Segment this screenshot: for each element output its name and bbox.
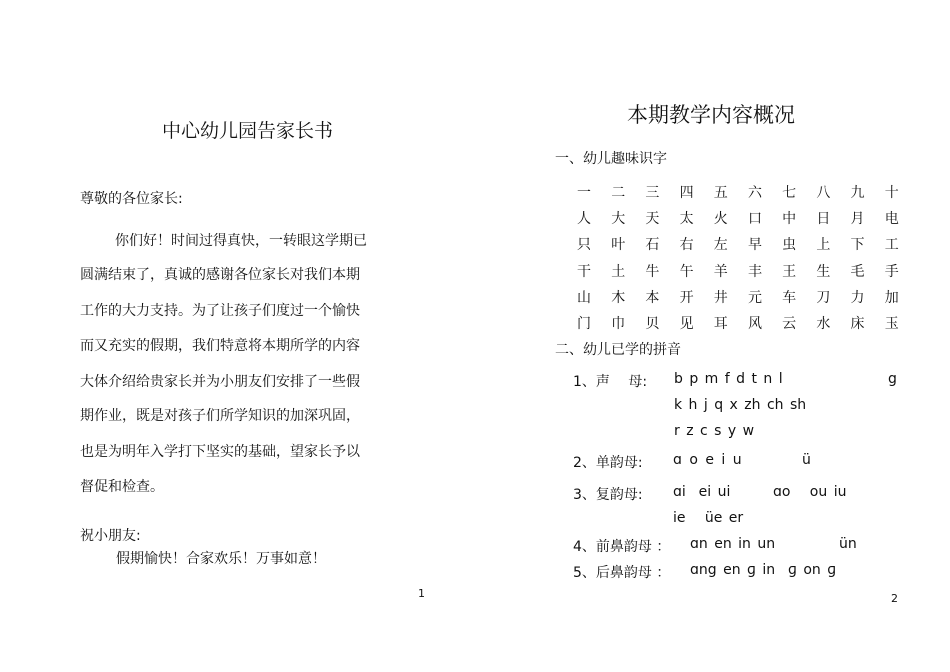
character-cell: 虫	[782, 237, 797, 254]
greeting: 尊敬的各位家长:	[80, 191, 183, 207]
shengmu-label: 1、声 母:	[573, 374, 648, 390]
body-line-1: 你们好！时间过得真快，一转眼这学期已	[115, 233, 367, 249]
character-cell: 午	[679, 263, 694, 280]
wish-line: 假期愉快！合家欢乐！万事如意！	[116, 551, 326, 567]
character-row	[577, 231, 919, 257]
character-cell: 干	[577, 263, 591, 280]
wish-label: 祝小朋友:	[80, 528, 141, 544]
page-number-left: 1	[418, 587, 425, 600]
character-cell: 天	[645, 211, 660, 228]
shengmu-g: g	[888, 371, 897, 387]
character-row	[577, 258, 919, 284]
letter-title: 中心幼儿园告家长书	[162, 120, 334, 142]
character-cell: 耳	[713, 316, 728, 333]
fuyun-line-1a: ɑi ei ui	[673, 484, 731, 500]
character-cell: 九	[850, 185, 865, 202]
character-cell: 石	[645, 237, 660, 254]
body-line-4: 而又充实的假期，我们特意将本期所学的内容	[80, 338, 360, 354]
body-line-3: 工作的大力支持。为了让孩子们度过一个愉快	[80, 303, 360, 319]
character-cell: 大	[611, 211, 626, 228]
character-cell: 四	[679, 185, 694, 202]
character-cell: 水	[816, 316, 831, 333]
character-cell: 早	[747, 237, 762, 254]
houbi-label: 5、后鼻韵母 ：	[573, 565, 671, 581]
character-cell: 力	[850, 289, 865, 306]
danyun-label: 2、单韵母:	[573, 455, 643, 471]
character-cell: 七	[782, 185, 797, 202]
character-cell: 贝	[645, 316, 660, 333]
character-cell: 六	[747, 185, 762, 202]
shengmu-line-2: k h j q x zh ch sh	[674, 397, 807, 413]
character-cell: 手	[884, 263, 899, 280]
character-cell: 井	[713, 289, 728, 306]
page-number-right: 2	[891, 592, 898, 605]
character-cell: 叶	[611, 237, 626, 254]
character-cell: 床	[850, 316, 865, 333]
character-cell: 日	[816, 211, 831, 228]
character-cell: 木	[611, 289, 626, 306]
section-literacy: 一、幼儿趣味识字	[555, 151, 667, 167]
danyun-v: ü	[802, 452, 811, 468]
character-cell: 八	[816, 185, 831, 202]
fuyun-label: 3、复韵母:	[573, 487, 643, 503]
character-cell: 工	[884, 237, 899, 254]
character-cell: 玉	[884, 316, 899, 333]
character-cell: 土	[611, 263, 626, 280]
character-cell: 云	[782, 316, 797, 333]
character-cell: 火	[713, 211, 728, 228]
character-cell: 十	[884, 185, 899, 202]
character-cell: 加	[884, 289, 899, 306]
character-grid	[577, 179, 919, 336]
character-cell: 五	[713, 185, 728, 202]
character-row	[577, 310, 919, 336]
character-cell: 月	[850, 211, 865, 228]
body-line-6: 期作业，既是对孩子们所学知识的加深巩固，	[80, 408, 360, 424]
character-cell: 元	[747, 289, 762, 306]
houbi-values: ɑng en ɡ in ɡ on ɡ	[690, 562, 837, 578]
content-title: 本期教学内容概况	[627, 103, 795, 127]
character-cell: 二	[611, 185, 626, 202]
character-cell: 车	[782, 289, 797, 306]
qianbi-values: ɑn en in un	[690, 536, 776, 552]
character-cell: 见	[679, 316, 694, 333]
fuyun-line-1b: ɑo ou iu	[773, 484, 847, 500]
character-cell: 毛	[850, 263, 865, 280]
qianbi-v: ün	[839, 536, 857, 552]
character-cell: 王	[782, 263, 797, 280]
character-cell: 下	[850, 237, 865, 254]
body-line-2: 圆满结束了，真诚的感谢各位家长对我们本期	[80, 267, 360, 283]
character-cell: 本	[645, 289, 660, 306]
character-cell: 牛	[645, 263, 660, 280]
body-line-5: 大体介绍给贵家长并为小朋友们安排了一些假	[80, 374, 360, 390]
character-cell: 人	[577, 211, 591, 228]
character-cell: 巾	[611, 316, 626, 333]
character-cell: 一	[577, 185, 591, 202]
character-cell: 左	[713, 237, 728, 254]
character-row	[577, 284, 919, 310]
character-row	[577, 205, 919, 231]
character-cell: 刀	[816, 289, 831, 306]
character-cell: 右	[679, 237, 694, 254]
character-cell: 口	[747, 211, 762, 228]
character-cell: 丰	[747, 263, 762, 280]
character-cell: 风	[747, 316, 762, 333]
danyun-values: ɑ o e i u	[673, 452, 742, 468]
fuyun-line-2: ie üe er	[673, 510, 744, 526]
character-cell: 中	[782, 211, 797, 228]
character-cell: 只	[577, 237, 591, 254]
character-cell: 山	[577, 289, 591, 306]
body-line-8: 督促和检查。	[80, 479, 164, 495]
shengmu-line-3: r z c s y w	[674, 423, 755, 439]
character-cell: 生	[816, 263, 831, 280]
shengmu-line-1: b p m f d t n l	[674, 371, 783, 387]
character-cell: 门	[577, 316, 591, 333]
section-pinyin: 二、幼儿已学的拼音	[555, 342, 681, 358]
character-cell: 电	[884, 211, 899, 228]
character-cell: 羊	[713, 263, 728, 280]
character-cell: 上	[816, 237, 831, 254]
character-cell: 三	[645, 185, 660, 202]
body-line-7: 也是为明年入学打下坚实的基础，望家长予以	[80, 444, 360, 460]
character-cell: 太	[679, 211, 694, 228]
character-row	[577, 179, 919, 205]
qianbi-label: 4、前鼻韵母 ：	[573, 539, 671, 555]
character-cell: 开	[679, 289, 694, 306]
